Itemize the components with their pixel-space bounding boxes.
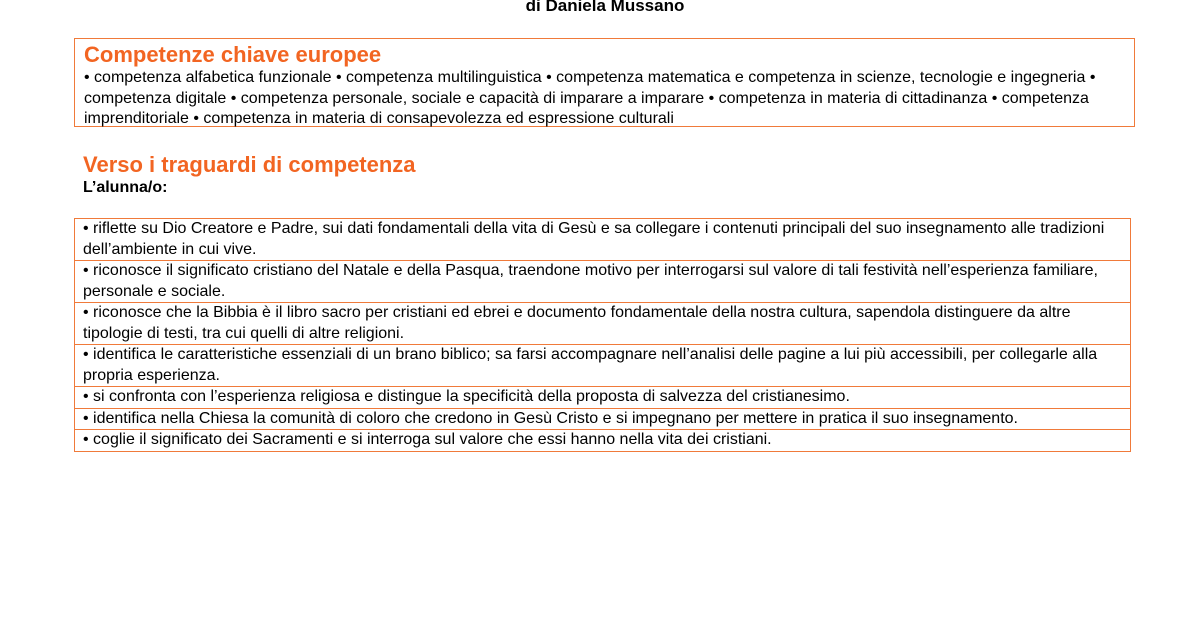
key-competences-title: Competenze chiave europee: [84, 42, 382, 67]
goals-list: [74, 218, 1131, 452]
goal-item: • coglie il significato dei Sacramenti e si interroga sul valore che essi hanno nella vita dei cristiani.: [75, 430, 1130, 452]
author-line: di Daniela Mussano: [525, 0, 685, 15]
key-competences-text: • competenza alfabetica funzionale • competenza multilinguistica • competenza matematica e competenza in scienze, tecnologie e ingegneria • competenza digitale • competenza personale, sociale e capacità di imparare a imparare • competenza in materia di cittadinanza • competenza imprenditoriale • competenza in materia di consapevolezza ed espressione culturali: [84, 69, 1096, 127]
goal-item: • riconosce che la Bibbia è il libro sacro per cristiani ed ebrei e documento fondamentale della nostra cultura, sapendola distinguere da altre tipologie di testi, tra cui quelli di altre religioni.: [75, 303, 1130, 345]
goal-item: • identifica le caratteristiche essenziali di un brano biblico; sa farsi accompagnare nell’analisi delle pagine a lui più accessibili, per collegarle alla propria esperienza.: [75, 345, 1130, 387]
goal-item: • identifica nella Chiesa la comunità di coloro che credono in Gesù Cristo e si impegnano per mettere in pratica il suo insegnamento.: [75, 409, 1130, 431]
key-competences-box: [74, 38, 1135, 127]
goal-item: • riflette su Dio Creatore e Padre, sui dati fondamentali della vita di Gesù e sa collegare i contenuti principali del suo insegnamento alle tradizioni dell’ambiente in cui vive.: [75, 219, 1130, 261]
goals-header: [83, 152, 1133, 198]
goal-item: • si confronta con l’esperienza religiosa e distingue la specificità della proposta di salvezza del cristianesimo.: [75, 387, 1130, 409]
goals-subtitle: L’alunna/o:: [83, 179, 168, 196]
goal-item: • riconosce il significato cristiano del Natale e della Pasqua, traendone motivo per interrogarsi sul valore di tali festività nell’esperienza familiare, personale e sociale.: [75, 261, 1130, 303]
goals-title: Verso i traguardi di competenza: [83, 152, 416, 177]
